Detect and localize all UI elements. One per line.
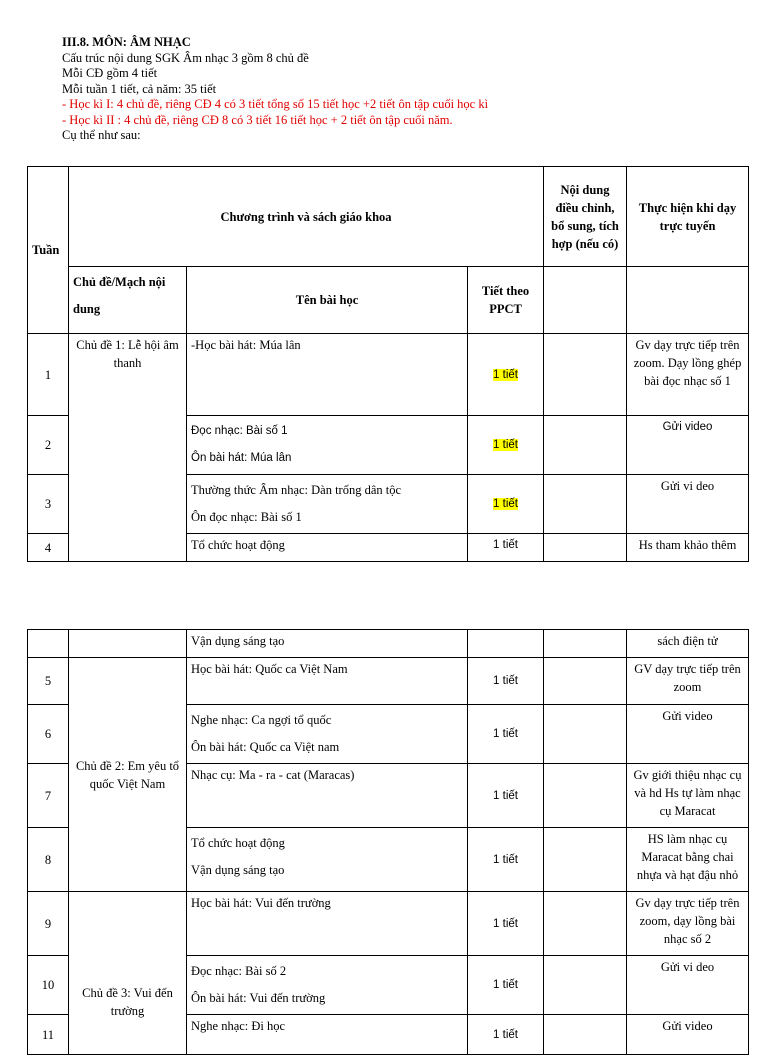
- lesson-cell: Học bài hát: Vui đến trường: [187, 892, 468, 956]
- week-cell: 7: [28, 764, 69, 828]
- header-topic: Chủ đề/Mạch nội dung: [69, 267, 187, 334]
- period-cell: 1 tiết: [468, 828, 544, 892]
- adjust-cell: [544, 416, 627, 475]
- lesson-cell: [187, 956, 468, 1015]
- week-cell: 6: [28, 705, 69, 764]
- period-cell: 1 tiết: [468, 534, 544, 562]
- period-cell: [468, 334, 544, 416]
- semester-1-note: - Học kì I: 4 chủ đề, riêng CĐ 4 có 3 tiết tổng số 15 tiết học +2 tiết ôn tập cuối học kì: [62, 97, 489, 111]
- adjust-cell: [544, 956, 627, 1015]
- lesson-cell: [187, 475, 468, 534]
- header-program: Chương trình và sách giáo khoa: [69, 167, 544, 267]
- intro-line: Mỗi CĐ gồm 4 tiết: [62, 66, 158, 80]
- online-cell: HS làm nhạc cụ Maracat bằng chai nhựa và hạt đậu nhỏ: [627, 828, 749, 892]
- lesson-cell: Nghe nhạc: Đi học: [187, 1015, 468, 1055]
- table-row: [28, 658, 749, 705]
- lesson-cell: Học bài hát: Quốc ca Việt Nam: [187, 658, 468, 705]
- period-cell: 1 tiết: [468, 1015, 544, 1055]
- week-cell: 4: [28, 534, 69, 562]
- lesson-line: Ôn đọc nhạc: Bài số 1: [191, 510, 302, 524]
- table-row: [28, 892, 749, 956]
- adjust-cell: [544, 1015, 627, 1055]
- adjust-cell: [544, 475, 627, 534]
- topic-cell: Chủ đề 1: Lễ hội âm thanh: [69, 334, 187, 562]
- week-cell: 5: [28, 658, 69, 705]
- adjust-cell: [544, 764, 627, 828]
- online-cell: Gửi video: [627, 1015, 749, 1055]
- intro-line: Cấu trúc nội dung SGK Âm nhạc 3 gồm 8 chủ đề: [62, 50, 309, 65]
- online-cell: Gửi vi deo: [627, 956, 749, 1015]
- adjust-cell: [544, 705, 627, 764]
- lesson-line: Vận dụng sáng tạo: [191, 863, 285, 877]
- adjust-cell: [544, 658, 627, 705]
- online-cell: Gv dạy trực tiếp trên zoom. Dạy lồng ghép bài đọc nhạc số 1: [627, 334, 749, 416]
- topic-cell: [69, 630, 187, 658]
- week-cell: 8: [28, 828, 69, 892]
- period-highlight: 1 tiết: [493, 498, 518, 510]
- online-cell: Gửi video: [627, 705, 749, 764]
- week-cell: 2: [28, 416, 69, 475]
- adjust-cell: [544, 892, 627, 956]
- adjust-cell: [544, 534, 627, 562]
- period-cell: 1 tiết: [468, 658, 544, 705]
- period-highlight: 1 tiết: [493, 368, 518, 381]
- header-period: Tiết theo PPCT: [468, 267, 544, 334]
- online-cell: Gửi video: [627, 416, 749, 475]
- lesson-line: Ôn bài hát: Múa lân: [191, 452, 292, 464]
- lesson-cell: -Học bài hát: Múa lân: [187, 334, 468, 416]
- lesson-cell: Nhạc cụ: Ma - ra - cat (Maracas): [187, 764, 468, 828]
- adjust-cell: [544, 630, 627, 658]
- online-cell: GV dạy trực tiếp trên zoom: [627, 658, 749, 705]
- intro-block: [62, 35, 488, 144]
- week-cell: 1: [28, 334, 69, 416]
- lesson-cell: [187, 416, 468, 475]
- lesson-cell: Vận dụng sáng tạo: [187, 630, 468, 658]
- period-highlight: 1 tiết: [493, 439, 518, 451]
- adjust-cell: [544, 334, 627, 416]
- lesson-line: Tổ chức hoạt động: [191, 836, 285, 850]
- period-cell: [468, 630, 544, 658]
- lesson-line: Nghe nhạc: Ca ngợi tổ quốc: [191, 713, 332, 727]
- lesson-line: Thường thức Âm nhạc: Dàn trống dân tộc: [191, 483, 402, 497]
- header-week: Tuần: [28, 167, 69, 334]
- empty-cell: [627, 267, 749, 334]
- lesson-line: Đọc nhạc: Bài số 1: [191, 425, 288, 437]
- period-cell: [468, 416, 544, 475]
- week-cell: 11: [28, 1015, 69, 1055]
- period-cell: [468, 475, 544, 534]
- lesson-cell: [187, 705, 468, 764]
- week-cell: 3: [28, 475, 69, 534]
- period-cell: 1 tiết: [468, 956, 544, 1015]
- topic-cell: Chủ đề 2: Em yêu tổ quốc Việt Nam: [69, 658, 187, 892]
- lesson-cell: Tổ chức hoạt động: [187, 534, 468, 562]
- online-cell: sách điện tử: [627, 630, 749, 658]
- lesson-line: Ôn bài hát: Vui đến trường: [191, 991, 326, 1005]
- header-online: Thực hiện khi dạy trực tuyến: [627, 167, 749, 267]
- lesson-cell: [187, 828, 468, 892]
- week-cell: 9: [28, 892, 69, 956]
- intro-line: Cụ thể như sau:: [62, 128, 141, 142]
- topic-cell: Chủ đề 3: Vui đến trường: [69, 892, 187, 1055]
- online-cell: Hs tham khảo thêm: [627, 534, 749, 562]
- schedule-table-part-2: [27, 629, 749, 1055]
- online-cell: Gửi vi deo: [627, 475, 749, 534]
- lesson-line: Đọc nhạc: Bài số 2: [191, 964, 287, 978]
- week-cell: [28, 630, 69, 658]
- online-cell: Gv giới thiệu nhạc cụ và hd Hs tự làm nhạc cụ Maracat: [627, 764, 749, 828]
- semester-2-note: - Học kì II : 4 chủ đề, riêng CĐ 8 có 3 tiết 16 tiết học + 2 tiết ôn tập cuối năm.: [62, 112, 453, 127]
- schedule-table-part-1: [27, 166, 749, 562]
- header-lesson: Tên bài học: [187, 267, 468, 334]
- week-cell: 10: [28, 956, 69, 1015]
- header-adjust: Nội dung điều chỉnh, bổ sung, tích hợp (nếu có): [544, 167, 627, 267]
- lesson-line: Ôn bài hát: Quốc ca Việt nam: [191, 740, 340, 754]
- period-cell: 1 tiết: [468, 705, 544, 764]
- adjust-cell: [544, 828, 627, 892]
- intro-line: Mỗi tuần 1 tiết, cả năm: 35 tiết: [62, 81, 217, 96]
- empty-cell: [544, 267, 627, 334]
- table-row: [28, 630, 749, 658]
- period-cell: 1 tiết: [468, 764, 544, 828]
- table-row: [28, 334, 749, 416]
- period-cell: 1 tiết: [468, 892, 544, 956]
- online-cell: Gv dạy trực tiếp trên zoom, dạy lồng bài nhạc số 2: [627, 892, 749, 956]
- section-title: III.8. MÔN: ÂM NHẠC: [62, 35, 191, 49]
